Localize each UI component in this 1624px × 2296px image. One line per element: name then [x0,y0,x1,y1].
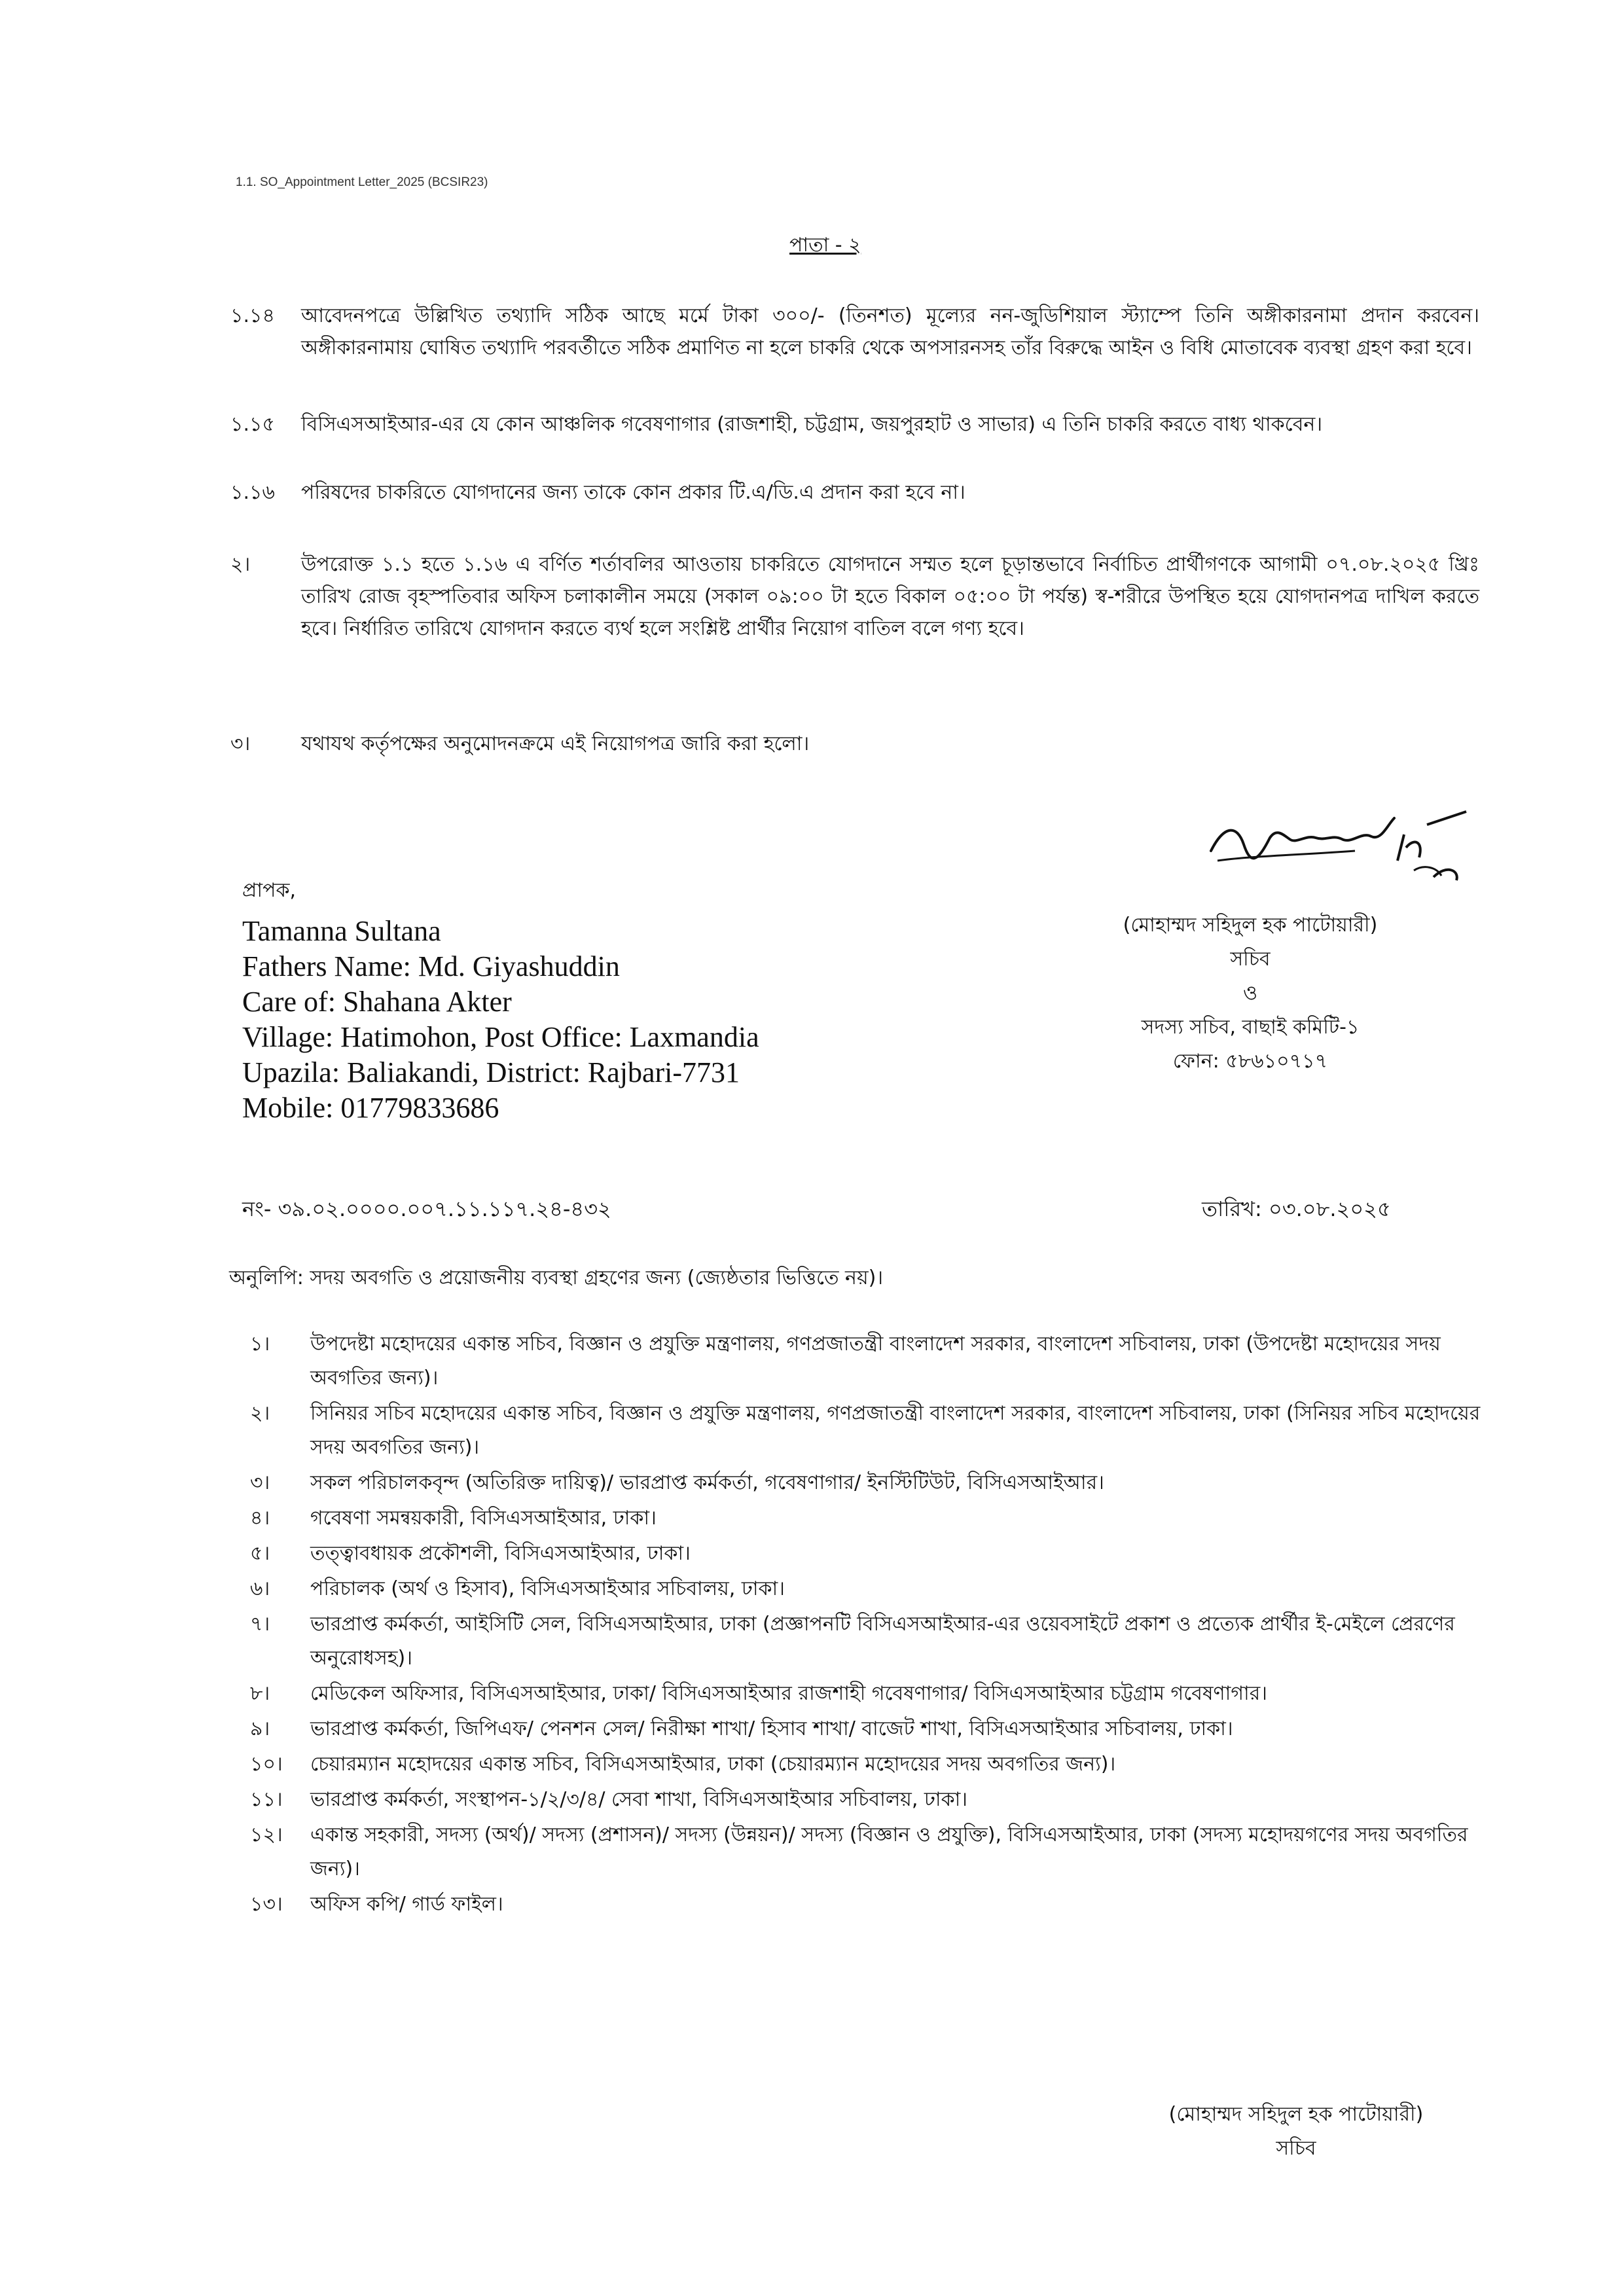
signer-name: (মোহাম্মদ সহিদুল হক পাটোয়ারী) [1123,914,1378,937]
signer-role: সদস্য সচিব, বাছাই কমিটি-১ [1141,1016,1360,1039]
cc-item-text: অফিস কপি/ গার্ড ফাইল। [310,1893,503,1916]
recipient-village: Village: Hatimohon, Post Office: Laxmandia [242,1021,759,1053]
cc-item-number: ৩। [250,1471,270,1494]
cc-item [250,1397,1487,1465]
recipient-upazila: Upazila: Baliakandi, District: Rajbari-7731 [242,1056,740,1088]
cc-item-text: মেডিকেল অফিসার, বিসিএসআইআর, ঢাকা/ বিসিএসআইআর রাজশাহী গবেষণাগার/ বিসিএসআইআর চট্টগ্রাম গবেষণাগার। [310,1682,1267,1705]
signature-image [1198,798,1473,899]
cc-item-number: ৬। [250,1577,270,1600]
recipient-address [242,914,759,1126]
clause-number: ১.১৫ [230,413,275,436]
cc-item-text: ভারপ্রাপ্ত কর্মকর্তা, আইসিটি সেল, বিসিএসআইআর, ঢাকা (প্রজ্ঞাপনটি বিসিএসআইআর-এর ওয়েবসাইটে প্রকাশ ও প্রত্যেক প্রার্থীর ই-মেইলে প্রেরণের অনুরোধসহ)। [310,1613,1455,1670]
page-number: পাতা - ২ [789,234,861,257]
cc-item [250,1537,1487,1571]
section-number: ২। [230,553,251,576]
signer-block [1021,908,1479,1079]
final-signer-name: (মোহাম্মদ সহিদুল হক পাটোয়ারী) [1168,2103,1424,2126]
clause-text: বিসিএসআইআর-এর যে কোন আঞ্চলিক গবেষণাগার (রাজশাহী, চট্টগ্রাম, জয়পুরহাট ও সাভার) এ তিনি চাকরি করতে বাধ্য থাকবেন। [301,413,1323,436]
cc-item-number: ১২। [250,1823,283,1846]
cc-item-number: ৮। [250,1682,270,1705]
section-number: ৩। [230,732,251,755]
cc-item [250,1888,1487,1922]
clause-number: ১.১৬ [230,481,275,504]
clause-text: আবেদনপত্রে উল্লিখিত তথ্যাদি সঠিক আছে মর্মে টাকা ৩০০/- (তিনশত) মূল্যের নন-জুডিশিয়াল স্ট্যাম্পে তিনি অঙ্গীকারনামা প্রদান করবেন। অঙ্গীকারনামায় ঘোষিত তথ্যাদি পরবর্তীতে সঠিক প্রমাণিত না হলে চাকরি থেকে অপসারনসহ তাঁর বিরুদ্ধে আইন ও বিধি মোতাবেক ব্যবস্থা গ্রহণ করা হবে। [301,304,1479,359]
cc-item-text: তত্ত্বাবধায়ক প্রকৌশলী, বিসিএসআইআর, ঢাকা। [310,1542,691,1565]
cc-heading: অনুলিপি: সদয় অবগতি ও প্রয়োজনীয় ব্যবস্থা গ্রহণের জন্য (জ্যেষ্ঠতার ভিত্তিতে নয়)। [229,1266,884,1289]
recipient-name: Tamanna Sultana [242,915,441,947]
final-signer-block [1113,2098,1479,2166]
cc-item-text: ভারপ্রাপ্ত কর্মকর্তা, সংস্থাপন-১/২/৩/৪/ সেবা শাখা, বিসিএসআইআর সচিবালয়, ঢাকা। [310,1788,968,1811]
clause-text: পরিষদের চাকরিতে যোগদানের জন্য তাকে কোন প্রকার টি.এ/ডি.এ প্রদান করা হবে না। [301,481,965,504]
cc-item [250,1501,1487,1535]
cc-item [250,1466,1487,1500]
cc-item [250,1607,1487,1676]
signer-conjunction: ও [1242,982,1258,1005]
cc-item-text: সিনিয়র সচিব মহোদয়ের একান্ত সচিব, বিজ্ঞান ও প্রযুক্তি মন্ত্রণালয়, গণপ্রজাতন্ত্রী বাংলাদেশ সরকার, বাংলাদেশ সচিবালয়, ঢাকা (সিনিয়র সচিব মহোদয়ের সদয় অবগতির জন্য)। [310,1402,1481,1459]
section-text: যথাযথ কর্তৃপক্ষের অনুমোদনক্রমে এই নিয়োগপত্র জারি করা হলো। [301,732,810,755]
cc-item-text: চেয়ারম্যান মহোদয়ের একান্ত সচিব, বিসিএসআইআর, ঢাকা (চেয়ারম্যান মহোদয়ের সদয় অবগতির জন্য)। [310,1753,1116,1776]
memo-number: নং- ৩৯.০২.০০০০.০০৭.১১.১১৭.২৪-৪৩২ [242,1196,611,1221]
memo-date: তারিখ: ০৩.০৮.২০২৫ [1202,1196,1391,1221]
section-text: উপরোক্ত ১.১ হতে ১.১৬ এ বর্ণিত শর্তাবলির আওতায় চাকরিতে যোগদানে সম্মত হলে চূড়ান্তভাবে নির্বাচিত প্রার্থীগণকে আগামী ০৭.০৮.২০২৫ খ্রিঃ তারিখ রোজ বৃহস্পতিবার অফিস চলাকালীন সময়ে (সকাল ০৯:০০ টা হতে বিকাল ০৫:০০ টা পর্যন্ত) স্ব-শরীরে উপস্থিত হয়ে যোগদানপত্র দাখিল করতে হবে। নির্ধারিত তারিখে যোগদান করতে ব্যর্থ হলে সংশ্লিষ্ট প্রার্থীর নিয়োগ বাতিল বলে গণ্য হবে। [301,553,1479,640]
cc-item-text: পরিচালক (অর্থ ও হিসাব), বিসিএসআইআর সচিবালয়, ঢাকা। [310,1577,785,1600]
cc-item [250,1712,1487,1746]
recipient-mobile: Mobile: 01779833686 [242,1092,499,1124]
cc-item-number: ৪। [250,1507,270,1530]
cc-item-number: ৫। [250,1542,270,1565]
file-code: 1.1. SO_Appointment Letter_2025 (BCSIR23) [236,175,488,189]
cc-item-number: ৭। [250,1613,270,1636]
cc-item [250,1818,1487,1886]
cc-item [250,1677,1487,1711]
cc-item [250,1783,1487,1817]
cc-item-text: ভারপ্রাপ্ত কর্মকর্তা, জিপিএফ/ পেনশন সেল/ নিরীক্ষা শাখা/ হিসাব শাখা/ বাজেট শাখা, বিসিএসআইআর সচিবালয়, ঢাকা। [310,1717,1233,1740]
cc-item-number: ৯। [250,1717,270,1740]
cc-item-number: ১। [250,1333,270,1355]
clause-number: ১.১৪ [230,304,275,327]
cc-item [250,1327,1487,1395]
cc-item-text: একান্ত সহকারী, সদস্য (অর্থ)/ সদস্য (প্রশাসন)/ সদস্য (উন্নয়ন)/ সদস্য (বিজ্ঞান ও প্রযুক্তি), বিসিএসআইআর, ঢাকা (সদস্য মহোদয়গণের সদয় অবগতির জন্য)। [310,1823,1468,1880]
final-signer-title: সচিব [1276,2137,1316,2160]
recipient-father: Fathers Name: Md. Giyashuddin [242,950,620,982]
cc-item-number: ১০। [250,1753,283,1776]
cc-item-number: ১১। [250,1788,283,1811]
recipient-care-of: Care of: Shahana Akter [242,986,512,1018]
cc-item-number: ২। [250,1402,270,1425]
cc-item-number: ১৩। [250,1893,283,1916]
cc-list [250,1327,1487,1923]
signer-phone: ফোন: ৫৮৬১০৭১৭ [1172,1050,1328,1073]
cc-item [250,1748,1487,1782]
recipient-label: প্রাপক, [242,879,296,902]
cc-item [250,1572,1487,1606]
cc-item-text: গবেষণা সমন্বয়কারী, বিসিএসআইআর, ঢাকা। [310,1507,657,1530]
signer-title: সচিব [1230,948,1271,971]
cc-item-text: সকল পরিচালকবৃন্দ (অতিরিক্ত দায়িত্ব)/ ভারপ্রাপ্ত কর্মকর্তা, গবেষণাগার/ ইনস্টিটিউট, বিসিএসআইআর। [310,1471,1104,1494]
cc-item-text: উপদেষ্টা মহোদয়ের একান্ত সচিব, বিজ্ঞান ও প্রযুক্তি মন্ত্রণালয়, গণপ্রজাতন্ত্রী বাংলাদেশ সরকার, বাংলাদেশ সচিবালয়, ঢাকা (উপদেষ্টা মহোদয়ের সদয় অবগতির জন্য)। [310,1333,1441,1390]
